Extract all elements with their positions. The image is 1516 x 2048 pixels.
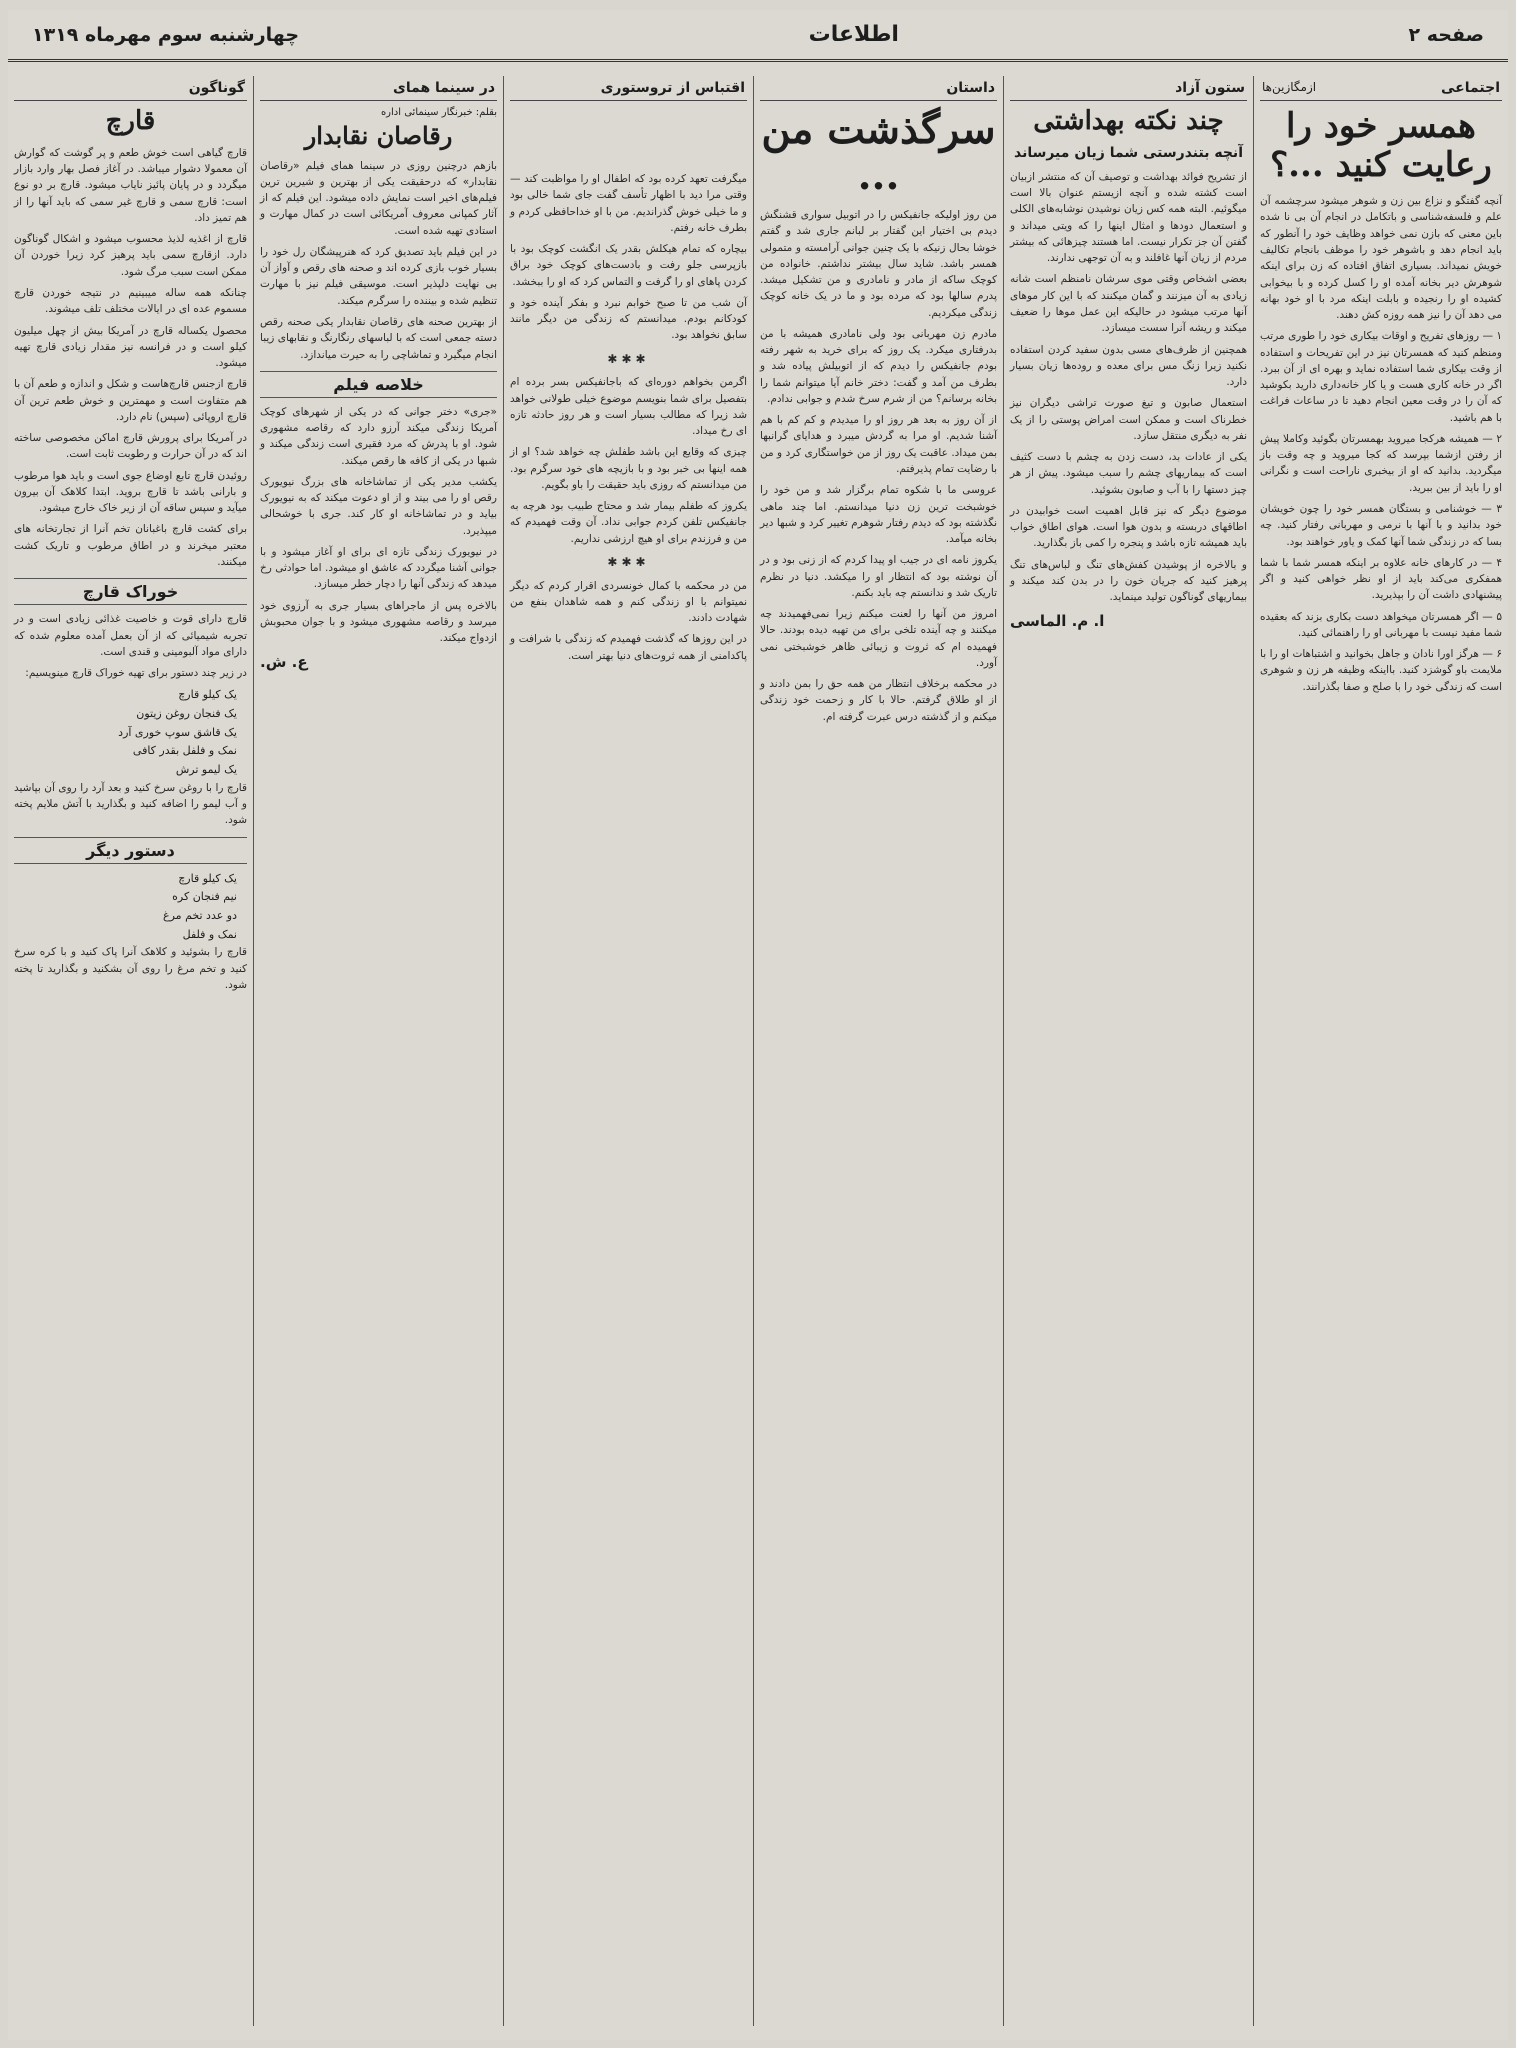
section-title: دستور دیگر xyxy=(14,837,247,864)
column-free xyxy=(1003,76,1253,2026)
paragraph: عروسی ما با شکوه تمام برگزار شد و من خود را خوشبخت ترین زن دنیا میدانستم. اما چند ماهی نگذشته بود که دیدم رفتار شوهرم تغییر کرد و شبها دیر بخانه میآمد. xyxy=(760,484,997,546)
ingredient-list xyxy=(14,686,247,779)
paragraph: میگرفت تعهد کرده بود که اطفال او را مواظبت کند — وقتی مرا دید با اظهار تأسف گفت جای شما خالی بود و ما خیلی خوش گذراندیم. من با او خداحافظی کردم و بطرف خانه رفتم. xyxy=(510,173,747,234)
paragraph: ۶ — هرگز اورا نادان و جاهل بخوانید و اشتباهات او را با ملایمت باو گوشزد کنید. بااینکه وظیفه هر زن و شوهری است که زندگی خود را با صلح و صفا بگذرانند. xyxy=(1260,648,1502,693)
masthead: اطلاعات xyxy=(808,22,899,47)
section-title: خلاصه فیلم xyxy=(260,371,497,398)
paragraph: قارچ را بشوئید و کلاهک آنرا پاک کنید و با کره سرخ کنید و تخم مرغ را روی آن بشکنید و بگذارید تا پخته شود. xyxy=(14,946,247,991)
article-body xyxy=(260,158,497,363)
paragraph: محصول یکساله قارچ در آمریکا بیش از چهل میلیون کیلو است و در فرانسه نیز مقدار زیادی قارچ تهیه میشود. xyxy=(14,324,247,370)
ingredient-list xyxy=(14,870,247,945)
paragraph: قارچ گیاهی است خوش طعم و پر گوشت که گوارش آن معمولا دشوار میباشد. در آغاز فصل بهار وارد بازار میگردد و در پایان پائیز نایاب میشود. قارچ بر دو نوع است: قارچ سمی و قارچ غیر سمی که باید آنها را از هم تمیز داد. xyxy=(14,146,247,224)
article-body xyxy=(510,171,747,664)
list-item: نمک و فلفل xyxy=(182,927,237,941)
paragraph: از آن روز به بعد هر روز او را میدیدم و کم کم با هم آشنا شدیم. او مرا به گردش میبرد و هدایای گرانبها بمن میداد. عاقبت یک روز از من خواستگاری کرد و من با رضایت تمام پذیرفتم. xyxy=(760,414,997,475)
paragraph: یکشب مدیر یکی از تماشاخانه های بزرگ نیویورک رقص او را می بیند و از او دعوت میکند که به نیویورک بیاید و در تماشاخانه او کار کند. جری با خوشحالی میپذیرد. xyxy=(260,475,497,537)
paragraph: چیزی که وقایع این باشد طفلش چه خواهد شد؟ او از همه اینها بی خبر بود و با بازیچه های خود سرگرم بود. من میدانستم که روزی باید حقیقت را باو بگویم. xyxy=(510,446,747,491)
article-subhead: آنچه بتندرستی شما زیان میرساند xyxy=(1013,144,1243,161)
paragraph: قارچ دارای قوت و خاصیت غذائی زیادی است و در تجربه شیمیائی که از آن بعمل آمده معلوم شده که دارای مواد آلبومینی و قندی است. xyxy=(14,613,247,658)
paragraph: ۵ — اگر همسرتان میخواهد دست بکاری بزند که بعقیده شما مفید نیست با مهربانی او را راهنمائی کنید. xyxy=(1260,610,1502,639)
column-story xyxy=(753,76,1003,2026)
paragraph: از بهترین صحنه های رقاصان نقابدار یکی صحنه رقص دسته جمعی است که با لباسهای رنگارنگ و نقابهای زیبا انجام میگیرد و تماشاچی را به حیرت میاندازد. xyxy=(260,315,497,361)
column-kicker xyxy=(1010,76,1247,101)
paragraph: در نیویورک زندگی تازه ای برای او آغاز میشود و با جوانی آشنا میگردد که عاشق او میشود. اما حوادثی رخ میدهد که زندگی آنها را دچار خطر میسازد. xyxy=(260,545,497,591)
paragraph: در این فیلم باید تصدیق کرد که هنرپیشگان رل خود را بسیار خوب بازی کرده اند و صحنه های رقص و آواز آن بی نهایت دلپذیر است. موسیقی فیلم نیز با مهارت تنظیم شده و بیننده را سرگرم میکند. xyxy=(260,245,497,307)
paragraph: من روز اولیکه جانفیکس را در اتوبیل سواری قشنگش دیدم بی اختیار این گفتار بر لبانم جاری شد و گفتم خوشا بحال زنیکه با یک چنین جوانی آرامسته و متمولی همسر باشد. شاید سال بیشتر نداشتم. خانواده من کوچک ساکه از مادر و نامادری و من تشکیل میشد. پدرم سالها بود که مرده بود و ما در یک خانه کوچک زندگی میکردیم. xyxy=(760,209,997,319)
paragraph: در زیر چند دستور برای تهیه خوراک قارچ مینویسیم: xyxy=(25,667,247,680)
article-body xyxy=(1260,193,1502,695)
paragraph: در آمریکا برای پرورش قارچ اماکن مخصوصی ساخته اند که در آن حرارت و رطوبت ثابت است. xyxy=(14,432,247,461)
section-title: خوراک قارچ xyxy=(14,578,247,605)
paragraph: موضوع دیگر که نیز قابل اهمیت است خوابیدن در اطاقهای دربسته و بدون هوا است. هوای اطاق خواب باید همیشه تازه باشد و پنجره را کمی باز بگذارید. xyxy=(1010,504,1247,550)
paragraph: یکروز که طفلم بیمار شد و محتاج طبیب بود هرچه به جانفیکس تلفن کردم جوابی نداد. آن وقت فهمیدم که من و فرزندم برای او هیچ ارزشی نداریم. xyxy=(510,500,747,545)
list-item: یک فنجان روغن زیتون xyxy=(136,707,237,721)
paragraph: چنانکه همه ساله میبینیم در نتیجه خوردن قارچ مسموم عده ای در ایالات مختلف تلف میشوند. xyxy=(14,287,247,316)
kicker-label: ستون آزاد xyxy=(1175,80,1245,96)
paragraph: یکی از عادات بد، دست زدن به چشم با دست کثیف است که بیماریهای چشم را سبب میشود. پیش از هر چیز دستها را با آب و صابون بشوئید. xyxy=(1010,451,1247,496)
paragraph: ۱ — روزهای تفریح و اوقات بیکاری خود را طوری مرتب ومنظم کنید که همسرتان نیز در این تفریحات و استفاده از وقت بیکاری شما استفاده نماید و بهره ای از آن ببرد. اگر در خانه کاری هست و یا کار خانه‌داری دارید بکوشید که آن را در وقت معین انجام دهید تا در ساعات فراغت با هم باشید. xyxy=(1260,330,1502,424)
article-headline: سرگذشت من ... xyxy=(761,106,996,199)
page-header xyxy=(8,10,1508,62)
paragraph: ۴ — در کارهای خانه علاوه بر اینکه همسر شما با شما همفکری می‌کند باید از او نظر خواهی کنید و اگر پیشنهادی داشت آن را بپذیرید. xyxy=(1260,556,1502,602)
list-item: یک لیمو ترش xyxy=(175,763,237,777)
article-byline: بقلم: خبرنگار سینمائی اداره xyxy=(380,107,497,118)
article-body xyxy=(14,944,247,993)
article-headline: همسر خود را رعایت کنید ...؟ xyxy=(1270,106,1492,186)
newspaper-page xyxy=(8,10,1508,2040)
article-headline: رقاصان نقابدار xyxy=(304,121,453,150)
page-number: صفحه ۲ xyxy=(1408,23,1484,46)
paragraph: «جری» دختر جوانی که در یکی از شهرهای کوچک آمریکا زندگی میکند آرزو دارد که رقاصه مشهوری شود. او با پدرش که مرد فقیری است زندگی میکند و شبها در یکی از کافه ها رقص میکند. xyxy=(260,405,497,467)
paragraph: یکروز نامه ای در جیب او پیدا کردم که از زنی بود و در آن نوشته بود که انتظار او را میکشد. دنیا در نظرم تاریک شد و ندانستم چه باید بکنم. xyxy=(760,554,997,599)
column-cinema xyxy=(253,76,503,2026)
paragraph: بازهم درچنین روزی در سینما همای فیلم «رقاصان نقابدار» که درحقیقت یکی از بهترین و شیرین ترین فیلم‌های اخیر است نمایش داده میشود. این فیلم که از آثار کمپانی معروف آمریکائی است در کمال مهارت و استادی تهیه شده است. xyxy=(260,159,497,237)
paragraph: آن شب من تا صبح خوابم نبرد و بفکر آینده خود و کودکانم بودم. میدانستم که زندگی من دیگر مانند سابق نخواهد بود. xyxy=(510,296,747,342)
list-item: نمک و فلفل بقدر کافی xyxy=(132,744,237,758)
kicker-label: در سینما همای xyxy=(392,80,495,96)
column-story-continued xyxy=(503,76,753,2026)
kicker-label: اقتباس از تروستوری xyxy=(600,80,745,96)
paragraph: ۲ — همیشه هرکجا میروید بهمسرتان بگوئید وکاملا پیش از رفتن ازشما بپرسد که کجا میروید و چه وقت باز میگردید. بدانید که او از بیخبری ناراحت است و نگرانی او را باید از بین ببرید. xyxy=(1260,432,1502,494)
paragraph: در محکمه برخلاف انتظار من همه حق را بمن دادند و از او طلاق گرفتم. حالا با کار و زحمت خود زندگی میکنم و از گذشته درس عبرت گرفته ام. xyxy=(760,678,997,723)
paragraph: آنچه گفتگو و نزاع بین زن و شوهر میشود سرچشمه آن علم و فلسفه‌شناسی و باتکامل در انجام آن بی نا شده باین معنی که بازن نمی خواهد وظایف خود را آنطور که باید انجام دهد و باشوهر خود را موظف بانجام تکالیف خویش نمیداند. بسیاری اتفاق افتاده که زن برای اینکه شوهرش دیر بخانه آمده او را کسل کرده و با بیخوابی کشیده او را رنجیده و بابلت اینکه مرد با او خود بهانه می دهد آن را نیز همه روزه کش دهند. xyxy=(1260,195,1502,322)
issue-date: چهارشنبه سوم مهرماه ۱۳۱۹ xyxy=(32,23,300,46)
paragraph: در این روزها که گذشت فهمیدم که زندگی با شرافت و پاکدامنی از همه ثروت‌های دنیا بهتر است. xyxy=(510,633,747,662)
paragraph: روئیدن قارچ تابع اوضاع جوی است و باید هوا مرطوب و بارانی باشد تا قارچ بروید. ابتدا کلاهک آن بیرون میآید و سپس ساقه آن از زیر خاک خارج میشود. xyxy=(14,469,247,515)
column-miscellany xyxy=(8,76,253,2026)
kicker-label: اجتماعی xyxy=(1441,80,1500,96)
kicker-label: گوناگون xyxy=(188,80,245,96)
paragraph: قارچ را با روغن سرخ کنید و بعد آرد را روی آن بپاشید و آب لیمو را اضافه کنید و بگذارید با آتش ملایم پخته شود. xyxy=(14,781,247,827)
kicker-source: ازمگازین‌ها xyxy=(1262,80,1317,94)
list-item: یک کیلو قارچ xyxy=(178,688,237,702)
section-divider: ✱✱✱ xyxy=(607,351,650,366)
paragraph: بیچاره که تمام هیکلش بقدر یک انگشت کوچک بود با بازپرسی جلو رفت و بادست‌های کوچک خود براق کردن پاهای او را گرفت و التماس کرد که او را ببخشد. xyxy=(510,243,747,288)
column-kicker xyxy=(1260,76,1502,101)
column-kicker xyxy=(260,76,497,101)
article-body xyxy=(1010,169,1247,606)
paragraph: اگرمن بخواهم دوره‌ای که باجانفیکس بسر برده ام بتفصیل برای شما بنویسم موضوع خیلی طولانی خواهد شد زیرا که مطالب بسیار است و هر روز حادثه تازه ای رخ میداد. xyxy=(510,376,747,438)
paragraph: استعمال صابون و تیغ صورت تراشی دیگران نیز خطرناک است و ممکن است امراض پوستی را از یک نفر به دیگری منتقل سازد. xyxy=(1010,397,1247,442)
list-item: دو عدد تخم مرغ xyxy=(163,908,237,922)
paragraph: و بالاخره از پوشیدن کفش‌های تنگ و لباس‌های تنگ پرهیز کنید که جریان خون را در بدن کند میکند و بیماریهای گوناگون تولید مینماید. xyxy=(1010,558,1247,604)
list-item: یک قاشق سوپ خوری آرد xyxy=(118,725,237,739)
paragraph: قارچ ازجنس قارچ‌هاست و شکل و اندازه و طعم آن با هم متفاوت است و مهمترین و خوش طعم ترین آن قارچ اروپائی (سپس) نام دارد. xyxy=(14,378,247,423)
paragraph: همچنین از ظرف‌های مسی بدون سفید کردن استفاده نکنید زیرا زنگ مس برای معده و روده‌ها زیان بسیار دارد. xyxy=(1010,343,1247,389)
kicker-label: داستان xyxy=(946,80,995,96)
article-signature: ع. ش. xyxy=(260,652,308,671)
section-divider: ✱✱✱ xyxy=(607,554,650,569)
paragraph: ۳ — خوشنامی و بستگان همسر خود را چون خویشان خود بدانید و با آنها با نرمی و مهربانی رفتار کنید. چه بسا که در زندگی شما آنها کمک و یاور خواهند بود. xyxy=(1260,502,1502,548)
column-social xyxy=(1253,76,1508,2026)
paragraph: امروز من آنها را لعنت میکنم زیرا نمی‌فهمیدند چه میکنند و چه آینده تلخی برای من تهیه دیده بودند. حالا فهمیده ام که ثروت و زیبائی ظاهر خوشبختی نمی آورد. xyxy=(760,608,997,669)
column-kicker xyxy=(760,76,997,101)
article-body xyxy=(14,145,247,570)
paragraph: بالاخره پس از ماجراهای بسیار جری به آرزوی خود میرسد و رقاصه مشهوری میشود و با جوان محبوبش ازدواج میکند. xyxy=(260,599,497,645)
paragraph: برای کشت قارچ باغبانان تخم آنرا از تجارتخانه های معتبر میخرند و در اطاق مرطوب و تاریک کشت میکنند. xyxy=(14,523,247,568)
article-body xyxy=(760,207,997,725)
paragraph: قارچ از اغذیه لذیذ محسوب میشود و اشکال گوناگون دارد. ازقارچ سمی باید پرهیز کرد زیرا خوردن آن ممکن است سبب مرگ شود. xyxy=(14,233,247,278)
article-headline: چند نکته بهداشتی xyxy=(1033,106,1224,136)
column-kicker xyxy=(14,76,247,101)
article-body xyxy=(260,404,497,647)
list-item: یک کیلو قارچ xyxy=(178,871,237,885)
article-signature: ا. م. الماسی xyxy=(1010,611,1105,630)
paragraph: بعضی اشخاص وقتی موی سرشان نامنظم است شانه زیادی به آن میزنند و گمان میکنند که با این کار موهای آنها مرتب میشود در حالیکه این عمل موها را ضعیف میکند و ریشه آنرا سست میسازد. xyxy=(1010,273,1247,335)
paragraph: از تشریح فوائد بهداشت و توصیف آن که منتشر ازبیان است کشته شده و آنچه ازیستم عنوان بالا است میگوئیم. البته همه کس زیان نوشیدن نوشابه‌های الکلی و استعمال دودها و امثال اینها را که ویتی میداند و گفتن آن جز تکرار نیست. اما هستند چیزهائی که بیشتر مردم از زیان آنها غافلند و به آن توجهی ندارند. xyxy=(1010,170,1247,265)
paragraph: مادرم زن مهربانی بود ولی نامادری همیشه با من بدرفتاری میکرد. یک روز که برای خرید به شهر رفته بودم جانفیکس را دیدم که از اتوبیلش پیاده شد و بطرف من آمد و گفت: دختر خانم آیا میتوانم شما را بخانه برسانم؟ من از شرم سرخ شدم و جوابی ندادم. xyxy=(760,327,997,405)
column-kicker xyxy=(510,76,747,101)
article-body xyxy=(14,780,247,829)
article-headline: قارچ xyxy=(105,106,156,136)
paragraph: من در محکمه با کمال خونسردی اقرار کردم که دیگر نمیتوانم با او زندگی کنم و همه شاهدان بنفع من شهادت دادند. xyxy=(510,579,747,625)
article-body xyxy=(14,611,247,681)
list-item: نیم فنجان کره xyxy=(172,890,237,904)
